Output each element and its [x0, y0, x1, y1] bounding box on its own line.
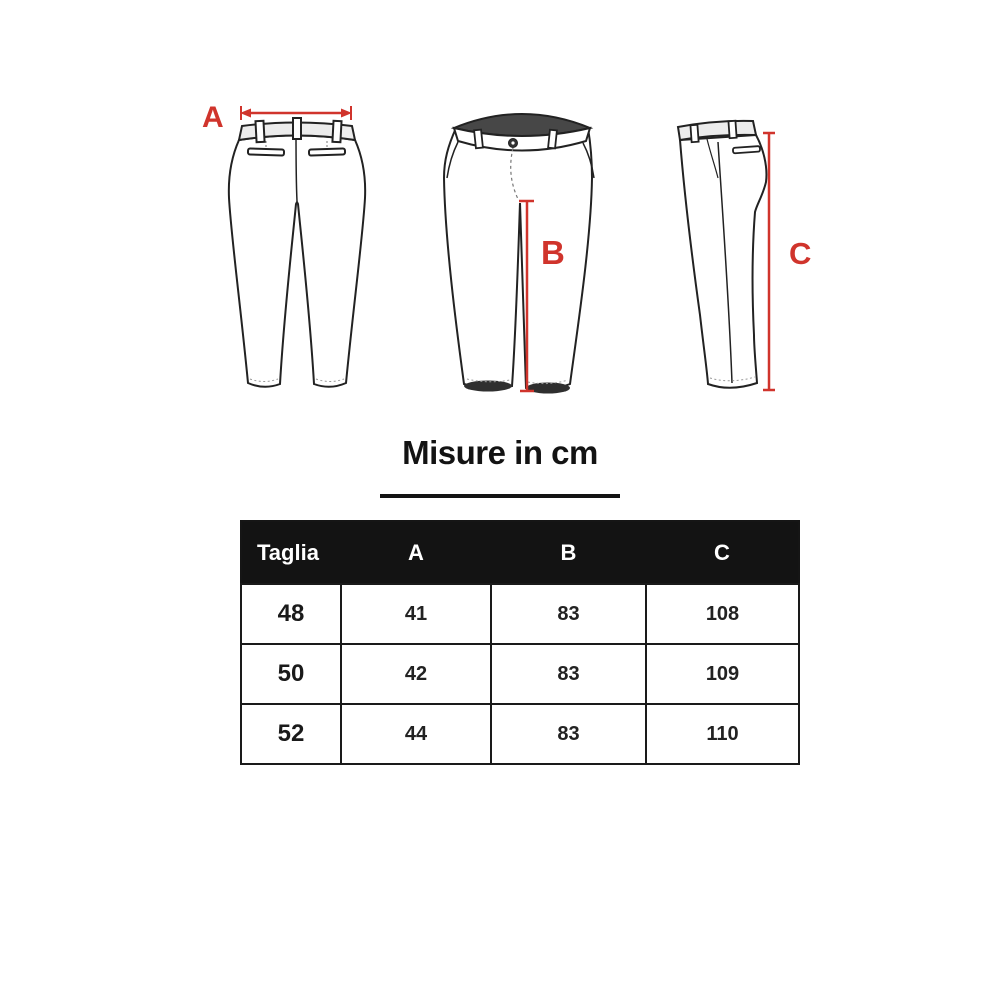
pants-body [680, 135, 766, 388]
pants-front-view-figure [430, 100, 620, 405]
size-table-body [241, 584, 799, 764]
pants-front-view-drawing [430, 100, 620, 405]
size-table-header [241, 521, 799, 584]
pants-body [229, 136, 365, 387]
title-underline [380, 494, 620, 498]
cell-size: 50 [241, 644, 341, 704]
pants-body [444, 128, 592, 390]
cell-size: 52 [241, 704, 341, 764]
back-pocket [733, 146, 760, 153]
measure-label-b: B [541, 234, 565, 271]
header-row [241, 521, 799, 584]
cell-measure-c: 109 [646, 644, 799, 704]
cell-measure-a: 41 [341, 584, 491, 644]
table-header-taglia: Taglia [241, 521, 341, 584]
cell-measure-b: 83 [491, 704, 646, 764]
pants-back-view-drawing [200, 100, 380, 400]
table-row-52 [241, 704, 799, 764]
size-table [240, 520, 800, 765]
cell-measure-b: 83 [491, 644, 646, 704]
pants-back-view-figure [200, 100, 380, 400]
table-row-50 [241, 644, 799, 704]
table-header-c: C [646, 521, 799, 584]
table-header-b: B [491, 521, 646, 584]
cell-size: 48 [241, 584, 341, 644]
measure-label-c: C [789, 236, 812, 271]
cell-measure-c: 110 [646, 704, 799, 764]
cell-measure-b: 83 [491, 584, 646, 644]
page-title: Misure in cm [402, 434, 598, 471]
cell-measure-c: 108 [646, 584, 799, 644]
left-hem-shadow [464, 381, 512, 392]
measure-label-a: A [202, 101, 224, 134]
table-row-48 [241, 584, 799, 644]
cell-measure-a: 44 [341, 704, 491, 764]
cell-measure-a: 42 [341, 644, 491, 704]
table-header-a: A [341, 521, 491, 584]
waist-button-hole [511, 141, 514, 144]
